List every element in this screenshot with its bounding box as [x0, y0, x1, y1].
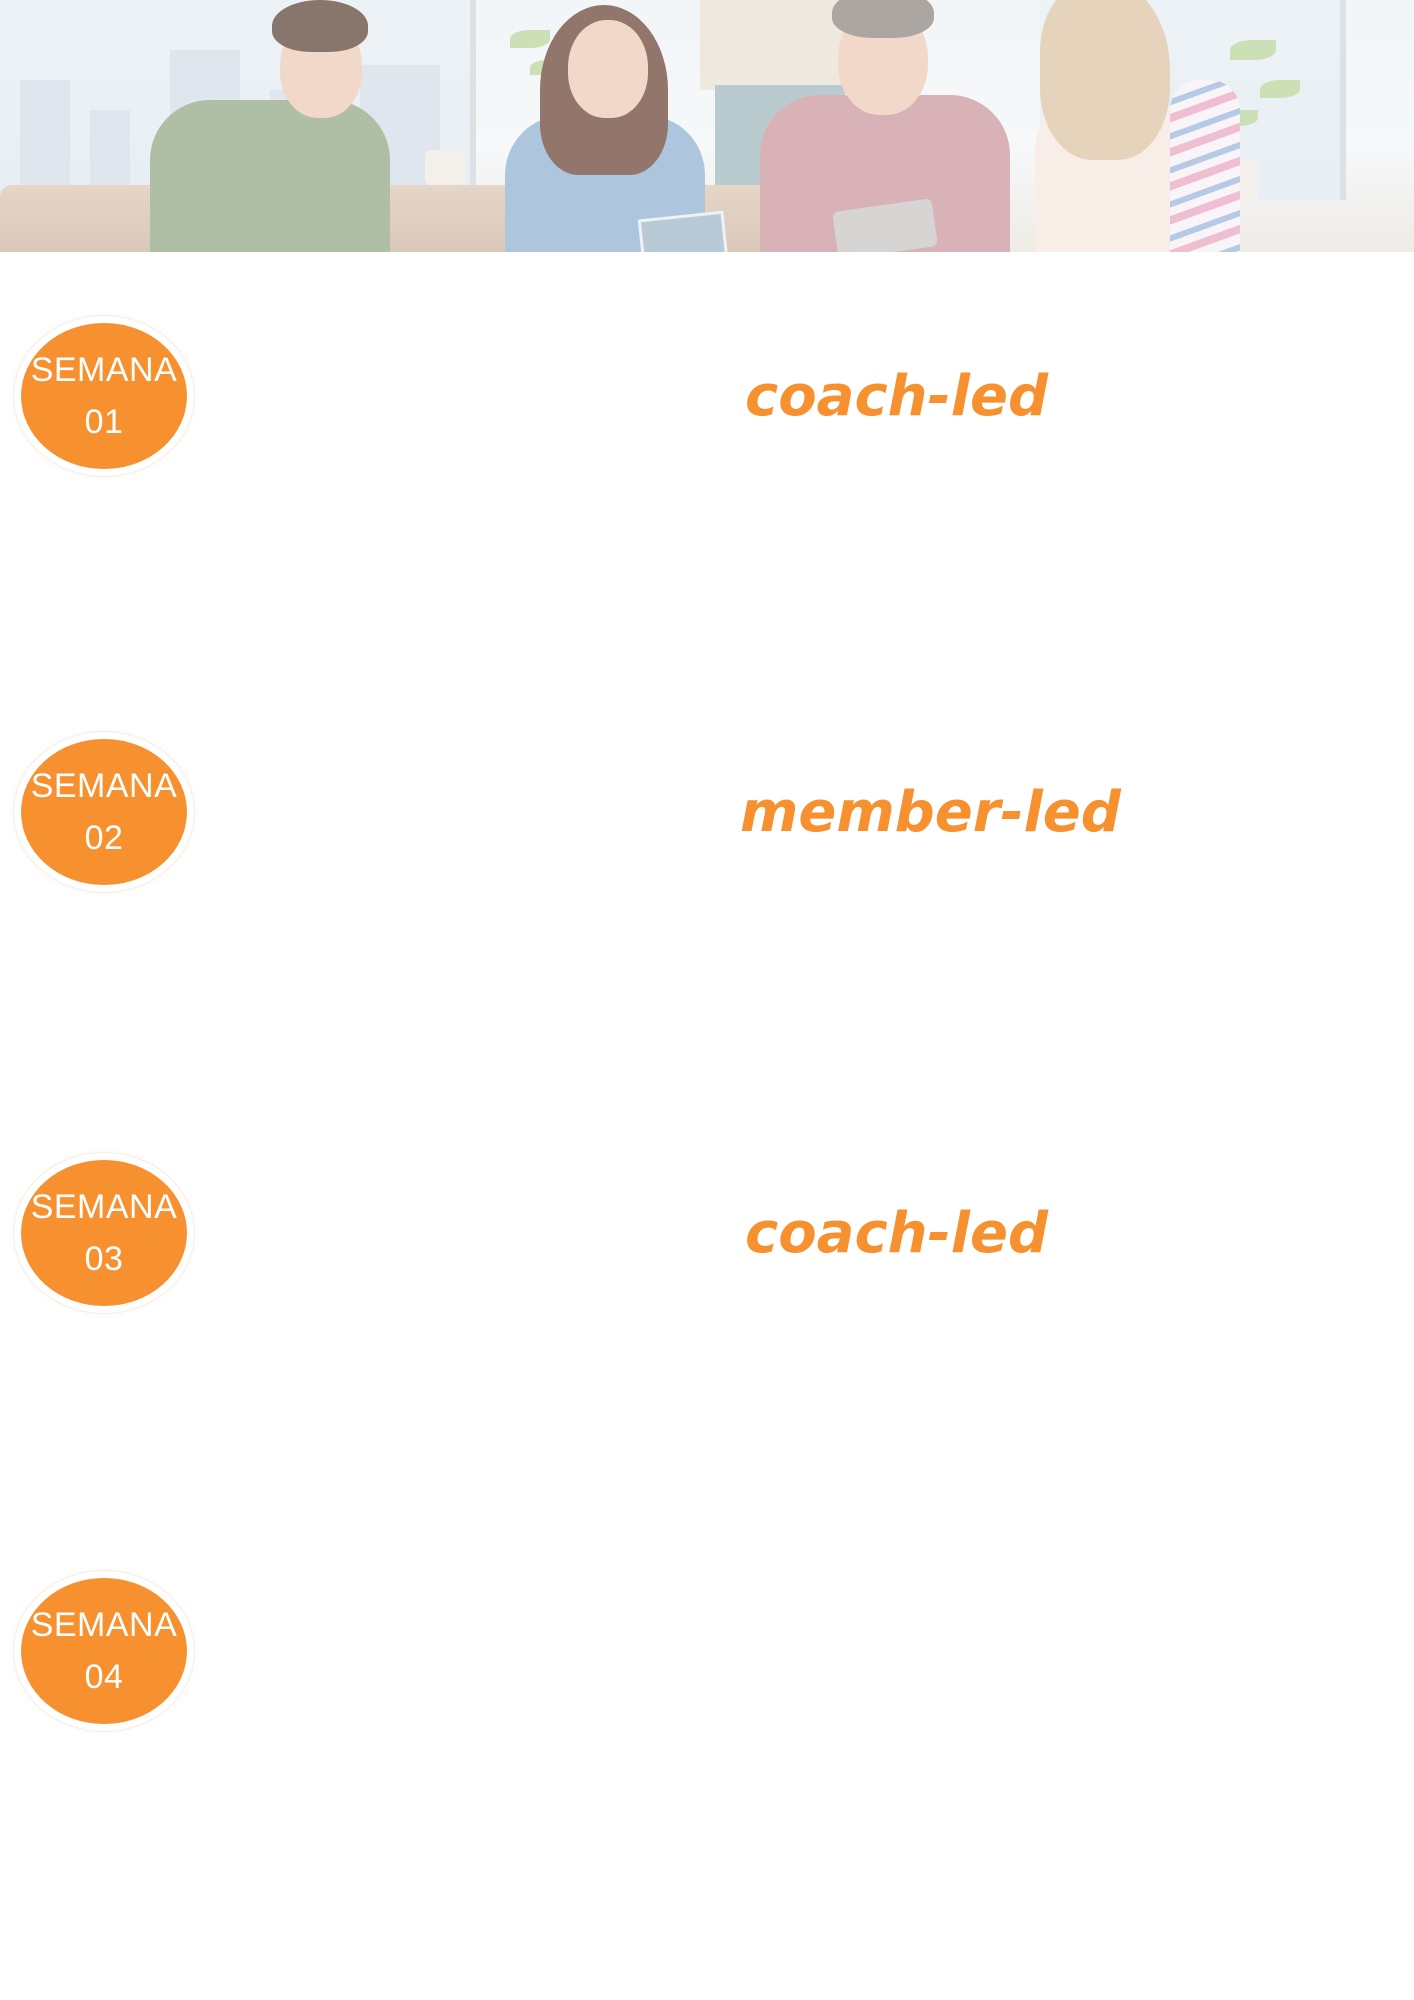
- week-badge-01: [14, 316, 194, 476]
- week-title-03: coach-led: [745, 1201, 1049, 1266]
- week-badge-04: [14, 1571, 194, 1731]
- week-number: 04: [84, 1658, 124, 1696]
- week-circle: [21, 1160, 187, 1306]
- week-number: 02: [84, 819, 124, 857]
- week-label: SEMANA: [30, 1188, 178, 1226]
- week-number: 03: [84, 1240, 124, 1278]
- week-circle: [21, 739, 187, 885]
- week-circle: [21, 323, 187, 469]
- week-label: SEMANA: [30, 351, 178, 389]
- week-number: 01: [84, 403, 124, 441]
- week-badge-03: [14, 1153, 194, 1313]
- week-title-01: coach-led: [745, 364, 1049, 429]
- week-label: SEMANA: [30, 1606, 178, 1644]
- week-label: SEMANA: [30, 767, 178, 805]
- week-title-02: member-led: [740, 780, 1121, 845]
- week-badge-02: [14, 732, 194, 892]
- week-circle: [21, 1578, 187, 1724]
- hero-photo: [0, 0, 1414, 252]
